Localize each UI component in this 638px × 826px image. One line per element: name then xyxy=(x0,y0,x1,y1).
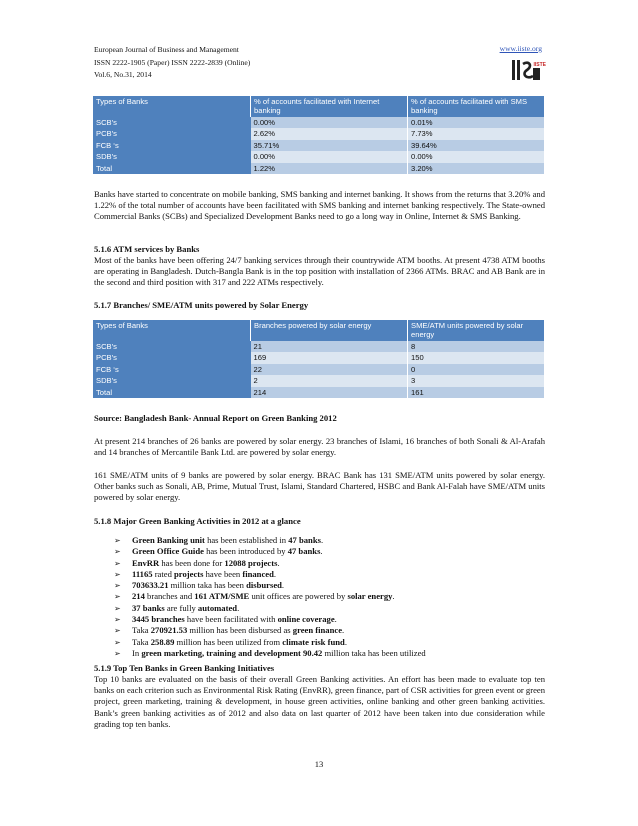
accounts-table-cell: 3.20% xyxy=(408,163,545,174)
accounts-table-cell: 35.71% xyxy=(251,140,408,151)
activity-list-item xyxy=(110,558,530,569)
activity-text: In xyxy=(132,647,142,658)
solar-table-row xyxy=(93,375,545,386)
accounts-table-cell: 39.64% xyxy=(408,140,545,151)
activity-text: . xyxy=(320,546,323,557)
activity-bold-text: 12088 projects xyxy=(224,557,278,568)
solar-table-cell: 214 xyxy=(251,387,408,398)
accounts-table-row-label: FCB ‘s xyxy=(93,140,251,151)
activity-bold-text: solar energy xyxy=(347,591,393,602)
activity-text: . xyxy=(277,557,280,568)
page-number: 13 xyxy=(314,759,324,769)
activity-list-item xyxy=(110,535,530,546)
activity-text: . xyxy=(320,535,324,545)
paragraph-atm: Most of the banks have been offering 24/7 banking services through their countrywide ATM booths. At present 4738 ATM booths are operating in Bangladesh. Dutch-Bangla Bank is in the top position with installation of 2366 ATMs. BRAC and AB Bank are in the second and third position with 317 and 222 ATMs respectively. xyxy=(94,255,545,288)
activities-list xyxy=(110,535,530,659)
activity-bold-text: Green Banking unit xyxy=(132,535,205,545)
activity-text: . xyxy=(281,580,285,591)
solar-table-cell: 0 xyxy=(408,364,545,375)
accounts-table-row-label: PCB’s xyxy=(93,128,251,139)
accounts-table-cell: 0.00% xyxy=(408,151,545,162)
activity-text: Taka xyxy=(132,636,151,647)
arrow-bullet-icon: ➢ xyxy=(114,581,121,591)
accounts-table-row xyxy=(93,117,545,128)
accounts-table-cell: 1.22% xyxy=(251,163,408,174)
activity-text: has been done for xyxy=(159,557,225,568)
journal-issn: ISSN 2222-1905 (Paper) ISSN 2222-2839 (Online) xyxy=(94,57,251,67)
activity-list-item xyxy=(110,637,530,648)
activity-bold-text: projects xyxy=(174,568,204,579)
activity-text: million taka has been xyxy=(168,580,247,591)
arrow-bullet-icon: ➢ xyxy=(114,536,121,545)
activity-text: million taka has been utilized xyxy=(322,647,426,658)
journal-title: European Journal of Business and Management xyxy=(94,45,239,54)
solar-table-row-label: PCB’s xyxy=(93,352,251,363)
arrow-bullet-icon: ➢ xyxy=(114,626,121,636)
logo-text: IISTE xyxy=(533,62,547,68)
arrow-bullet-icon: ➢ xyxy=(114,615,121,625)
activity-text: has been established in xyxy=(204,535,289,545)
activities-list-container xyxy=(110,535,530,659)
accounts-table-header-cell: Types of Banks xyxy=(93,96,251,117)
activity-bold-text: 703633.21 xyxy=(132,580,169,591)
solar-table-cell: 21 xyxy=(251,341,408,352)
banking-accounts-table xyxy=(93,96,545,174)
solar-table-cell: 8 xyxy=(408,341,545,352)
arrow-bullet-icon: ➢ xyxy=(114,592,121,602)
journal-header xyxy=(94,44,250,82)
activity-text: branches and xyxy=(144,591,195,602)
arrow-bullet-icon: ➢ xyxy=(114,648,121,658)
accounts-table-row-label: SCB’s xyxy=(93,117,251,128)
activity-bold-text: 270921.53 xyxy=(150,625,188,636)
arrow-bullet-icon: ➢ xyxy=(114,637,121,647)
activity-text: are fully xyxy=(164,602,198,613)
section-heading-activities: 5.1.8 Major Green Banking Activities in 2012 at a glance xyxy=(94,516,301,526)
solar-table-cell: 150 xyxy=(408,352,545,363)
activity-list-item xyxy=(110,603,530,614)
arrow-bullet-icon: ➢ xyxy=(114,569,121,579)
accounts-table-cell: 0.00% xyxy=(251,151,408,162)
activity-bold-text: automated xyxy=(197,602,238,613)
accounts-table-row-label: SDB’s xyxy=(93,151,251,162)
solar-table-row xyxy=(93,364,545,375)
solar-table-row-label: Total xyxy=(93,387,251,398)
activity-bold-text: 161 ATM/SME xyxy=(194,591,250,602)
activity-bold-text: 47 banks xyxy=(287,546,321,557)
section-heading-top-ten: 5.1.9 Top Ten Banks in Green Banking Initiatives xyxy=(94,663,275,673)
solar-table-header-cell: SME/ATM units powered by solar energy xyxy=(408,320,545,341)
activity-bold-text: green marketing, training and development 90.42 xyxy=(141,647,323,658)
activity-bold-text: online coverage xyxy=(277,614,335,625)
solar-table-cell: 161 xyxy=(408,387,545,398)
section-heading-atm: 5.1.6 ATM services by Banks xyxy=(94,244,200,254)
solar-table-cell: 3 xyxy=(408,375,545,386)
activity-text: unit offices are powered by xyxy=(249,591,348,602)
solar-table-row-label: SDB’s xyxy=(93,375,251,386)
activity-bold-text: disbursed xyxy=(246,580,282,591)
journal-url-link[interactable]: www.iiste.org xyxy=(499,44,542,53)
solar-table-row xyxy=(93,387,545,398)
accounts-table-header-cell: % of accounts facilitated with SMS banking xyxy=(408,96,545,117)
arrow-bullet-icon: ➢ xyxy=(114,547,121,557)
accounts-table-row xyxy=(93,128,545,139)
activity-list-item xyxy=(110,591,530,602)
accounts-table-header-cell: % of accounts facilitated with Internet banking xyxy=(251,96,408,117)
activity-bold-text: 11165 xyxy=(132,568,153,579)
activity-list-item xyxy=(110,614,530,625)
activity-text: Taka xyxy=(132,625,151,636)
solar-table-row xyxy=(93,341,545,352)
activity-list-item xyxy=(110,648,530,659)
accounts-table-header-row xyxy=(93,96,545,117)
activity-bold-text: 258.89 xyxy=(150,636,175,647)
accounts-table-cell: 2.62% xyxy=(251,128,408,139)
solar-table-header-cell: Branches powered by solar energy xyxy=(251,320,408,341)
paragraph-solar-branches: At present 214 branches of 26 banks are powered by solar energy. 23 branches of Islami, 16 branches of both Sonali & Al-Arafah and 14 branches of Mercantile Bank Ltd. are powered by solar energy. xyxy=(94,436,545,458)
solar-energy-table xyxy=(93,320,545,398)
activity-text: million has been disbursed as xyxy=(187,625,293,636)
activity-text: have been facilitated with xyxy=(184,614,278,625)
activity-list-item xyxy=(110,625,530,636)
accounts-table-cell: 0.00% xyxy=(251,117,408,128)
paragraph-mobile-banking: Banks have started to concentrate on mobile banking, SMS banking and internet banking. It shows from the returns that 3.20% and 1.22% of the total number of accounts have been facilitated with SMS banking and internet banking respectively. The State-owned Commercial Banks (SCBs) and Specialized Development Banks need to go a long way in Online, Internet & SMS Banking. xyxy=(94,189,545,222)
activity-text: . xyxy=(392,591,395,602)
paragraph-top-ten: Top 10 banks are evaluated on the basis of their overall Green Banking activities. An effort has been made to evaluate top ten banks on each criterion such as Environmental Risk Rating (EnvRR), green finance, part of CSR activities for green event or green project, green marketing, training & development, in house green activities, online banking and other green banking activities. Bank’s green banking activities as of 2012 and also data on last quarter of 2012 have been taken into due consideration while grading top ten banks. xyxy=(94,674,545,729)
solar-table-row-label: SCB’s xyxy=(93,341,251,352)
activity-bold-text: 37 banks xyxy=(132,602,165,613)
section-heading-solar: 5.1.7 Branches/ SME/ATM units powered by Solar Energy xyxy=(94,300,309,310)
solar-table-cell: 169 xyxy=(251,352,408,363)
activity-bold-text: 214 xyxy=(132,591,145,602)
activity-list-item xyxy=(110,580,530,591)
accounts-table-row-label: Total xyxy=(93,163,251,174)
activity-text: . xyxy=(237,602,240,613)
solar-table-row-label: FCB ‘s xyxy=(93,364,251,375)
solar-table-header-row xyxy=(93,320,545,341)
journal-volume: Vol.6, No.31, 2014 xyxy=(94,70,152,80)
activity-text: has been introduced by xyxy=(203,546,288,557)
accounts-table-row xyxy=(93,151,545,162)
table-source: Source: Bangladesh Bank- Annual Report on Green Banking 2012 xyxy=(94,413,337,423)
paragraph-solar-atm: 161 SME/ATM units of 9 banks are powered by solar energy. BRAC Bank has 131 SME/ATM units powered by solar energy. Other banks such as Sonali, AB, Prime, Mutual Trust, Islami, Standard Chartered, HSBC and Bank Al-Falah have SME/ATM units powered by solar energy. xyxy=(94,470,545,503)
activity-bold-text: Green Office Guide xyxy=(132,546,204,557)
solar-table-header-cell: Types of Banks xyxy=(93,320,251,341)
accounts-table-cell: 7.73% xyxy=(408,128,545,139)
activity-list-item xyxy=(110,569,530,580)
activity-bold-text: EnvRR xyxy=(132,557,160,568)
activity-text: million has been utilized from xyxy=(174,636,283,647)
activity-list-item xyxy=(110,546,530,557)
solar-table-cell: 2 xyxy=(251,375,408,386)
activity-bold-text: 47 banks xyxy=(288,535,321,545)
activity-text: rated xyxy=(152,568,175,579)
activity-bold-text: climate risk fund xyxy=(282,636,345,647)
activity-bold-text: financed xyxy=(242,568,274,579)
iiste-logo xyxy=(511,58,547,82)
activity-bold-text: 3445 branches xyxy=(132,614,185,625)
accounts-table-cell: 0.01% xyxy=(408,117,545,128)
activity-bold-text: green finance xyxy=(292,625,343,636)
accounts-table-row xyxy=(93,163,545,174)
activity-text: have been xyxy=(203,568,243,579)
activity-text: . xyxy=(344,636,347,647)
solar-table-row xyxy=(93,352,545,363)
accounts-table-row xyxy=(93,140,545,151)
activity-text: . xyxy=(334,614,337,625)
activity-text: . xyxy=(342,625,345,636)
activity-text: . xyxy=(273,568,277,579)
arrow-bullet-icon: ➢ xyxy=(114,603,121,613)
arrow-bullet-icon: ➢ xyxy=(114,558,121,568)
solar-table-cell: 22 xyxy=(251,364,408,375)
